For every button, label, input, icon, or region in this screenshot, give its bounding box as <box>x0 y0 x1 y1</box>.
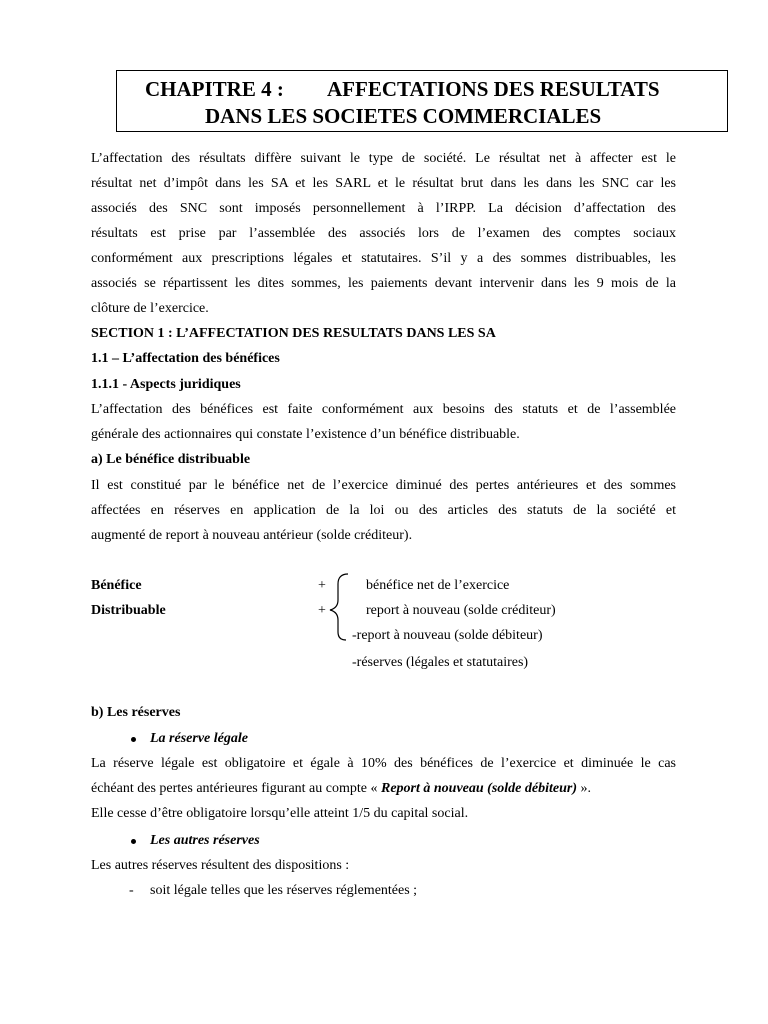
formula-item: report à nouveau (solde créditeur) <box>366 603 556 618</box>
subsection-heading: 1.1 – L’affectation des bénéfices <box>91 351 280 366</box>
aspects-paragraph <box>91 401 676 426</box>
autres-reserves-item: soit légale telles que les réserves réglementées ; <box>150 883 418 898</box>
aspects-line: L’affectation des bénéfices est faite conformément aux besoins des statuts et de l’assemblée <box>91 402 676 417</box>
section-heading: SECTION 1 : L’AFFECTATION DES RESULTATS DANS LES SA <box>91 326 496 341</box>
reserve-legale-line: Elle cesse d’être obligatoire lorsqu’elle atteint 1/5 du capital social. <box>91 806 469 821</box>
intro-line: résultats est prise par l’assemblée des associés lors de l’examen des comptes sociaux <box>91 226 676 241</box>
compte-report-a-nouveau: Report à nouveau (solde débiteur) <box>380 781 577 796</box>
intro-line: conformément aux prescriptions légales et statutaires. S’il y a des sommes distribuables, les <box>91 251 676 266</box>
formula-plus: + <box>318 603 326 618</box>
aspects-last-line: générale des actionnaires qui constate l’existence d’un bénéfice distribuable. <box>91 427 520 442</box>
formula-item: bénéfice net de l’exercice <box>366 578 510 593</box>
list-dash: - <box>129 883 134 898</box>
reserve-legale-line: échéant des pertes antérieures figurant au compte « Report à nouveau (solde débiteur) ». <box>91 781 591 796</box>
formula-item: -report à nouveau (solde débiteur) <box>352 628 543 643</box>
reserve-legale-line: La réserve légale est obligatoire et égale à 10% des bénéfices de l’exercice et diminuée le cas <box>91 756 676 771</box>
chapter-title-line1: AFFECTATIONS DES RESULTATS <box>327 77 660 101</box>
formula-label-distribuable: Distribuable <box>91 603 166 618</box>
intro-line: associés se répartissent les dites sommes, les paiements devant intervenir dans les 9 mois de la <box>91 276 676 291</box>
chapter-number: CHAPITRE 4 : <box>145 77 284 101</box>
heading-benefice-distribuable: a) Le bénéfice distribuable <box>91 452 251 467</box>
intro-line: L’affectation des résultats diffère suivant le type de société. Le résultat net à affecter est le <box>91 151 676 166</box>
heading-reserves: b) Les réserves <box>91 705 181 720</box>
intro-line: résultat net d’impôt dans les SA et les SARL et le résultat brut dans les dans les SNC car les <box>91 176 676 191</box>
reserve-legale-title: La réserve légale <box>150 731 248 746</box>
intro-paragraph <box>91 150 676 300</box>
intro-line: associés des SNC sont imposés personnellement à l’IRPP. La décision d’affectation des <box>91 201 676 216</box>
benefice-last-line: augmenté de report à nouveau antérieur (solde créditeur). <box>91 528 413 543</box>
autres-reserves-intro: Les autres réserves résultent des dispositions : <box>91 858 350 873</box>
formula-label-benefice: Bénéfice <box>91 578 142 593</box>
formula-item: -réserves (légales et statutaires) <box>352 655 529 670</box>
benefice-line: affectées en réserves en application de la loi ou des articles des statuts de la société et <box>91 503 676 518</box>
formula-plus: + <box>318 578 326 593</box>
bullet-icon <box>131 839 136 844</box>
autres-reserves-title: Les autres réserves <box>150 833 260 848</box>
bullet-icon <box>131 737 136 742</box>
subsubsection-heading: 1.1.1 - Aspects juridiques <box>91 377 241 392</box>
intro-last-line: clôture de l’exercice. <box>91 301 209 316</box>
chapter-title-line2: DANS LES SOCIETES COMMERCIALES <box>205 104 602 128</box>
benefice-line: Il est constitué par le bénéfice net de l’exercice diminué des pertes antérieures et des sommes <box>91 478 676 493</box>
benefice-paragraph <box>91 477 676 527</box>
chapter-title-box <box>116 70 728 132</box>
reserve-legale-paragraph <box>91 755 676 780</box>
